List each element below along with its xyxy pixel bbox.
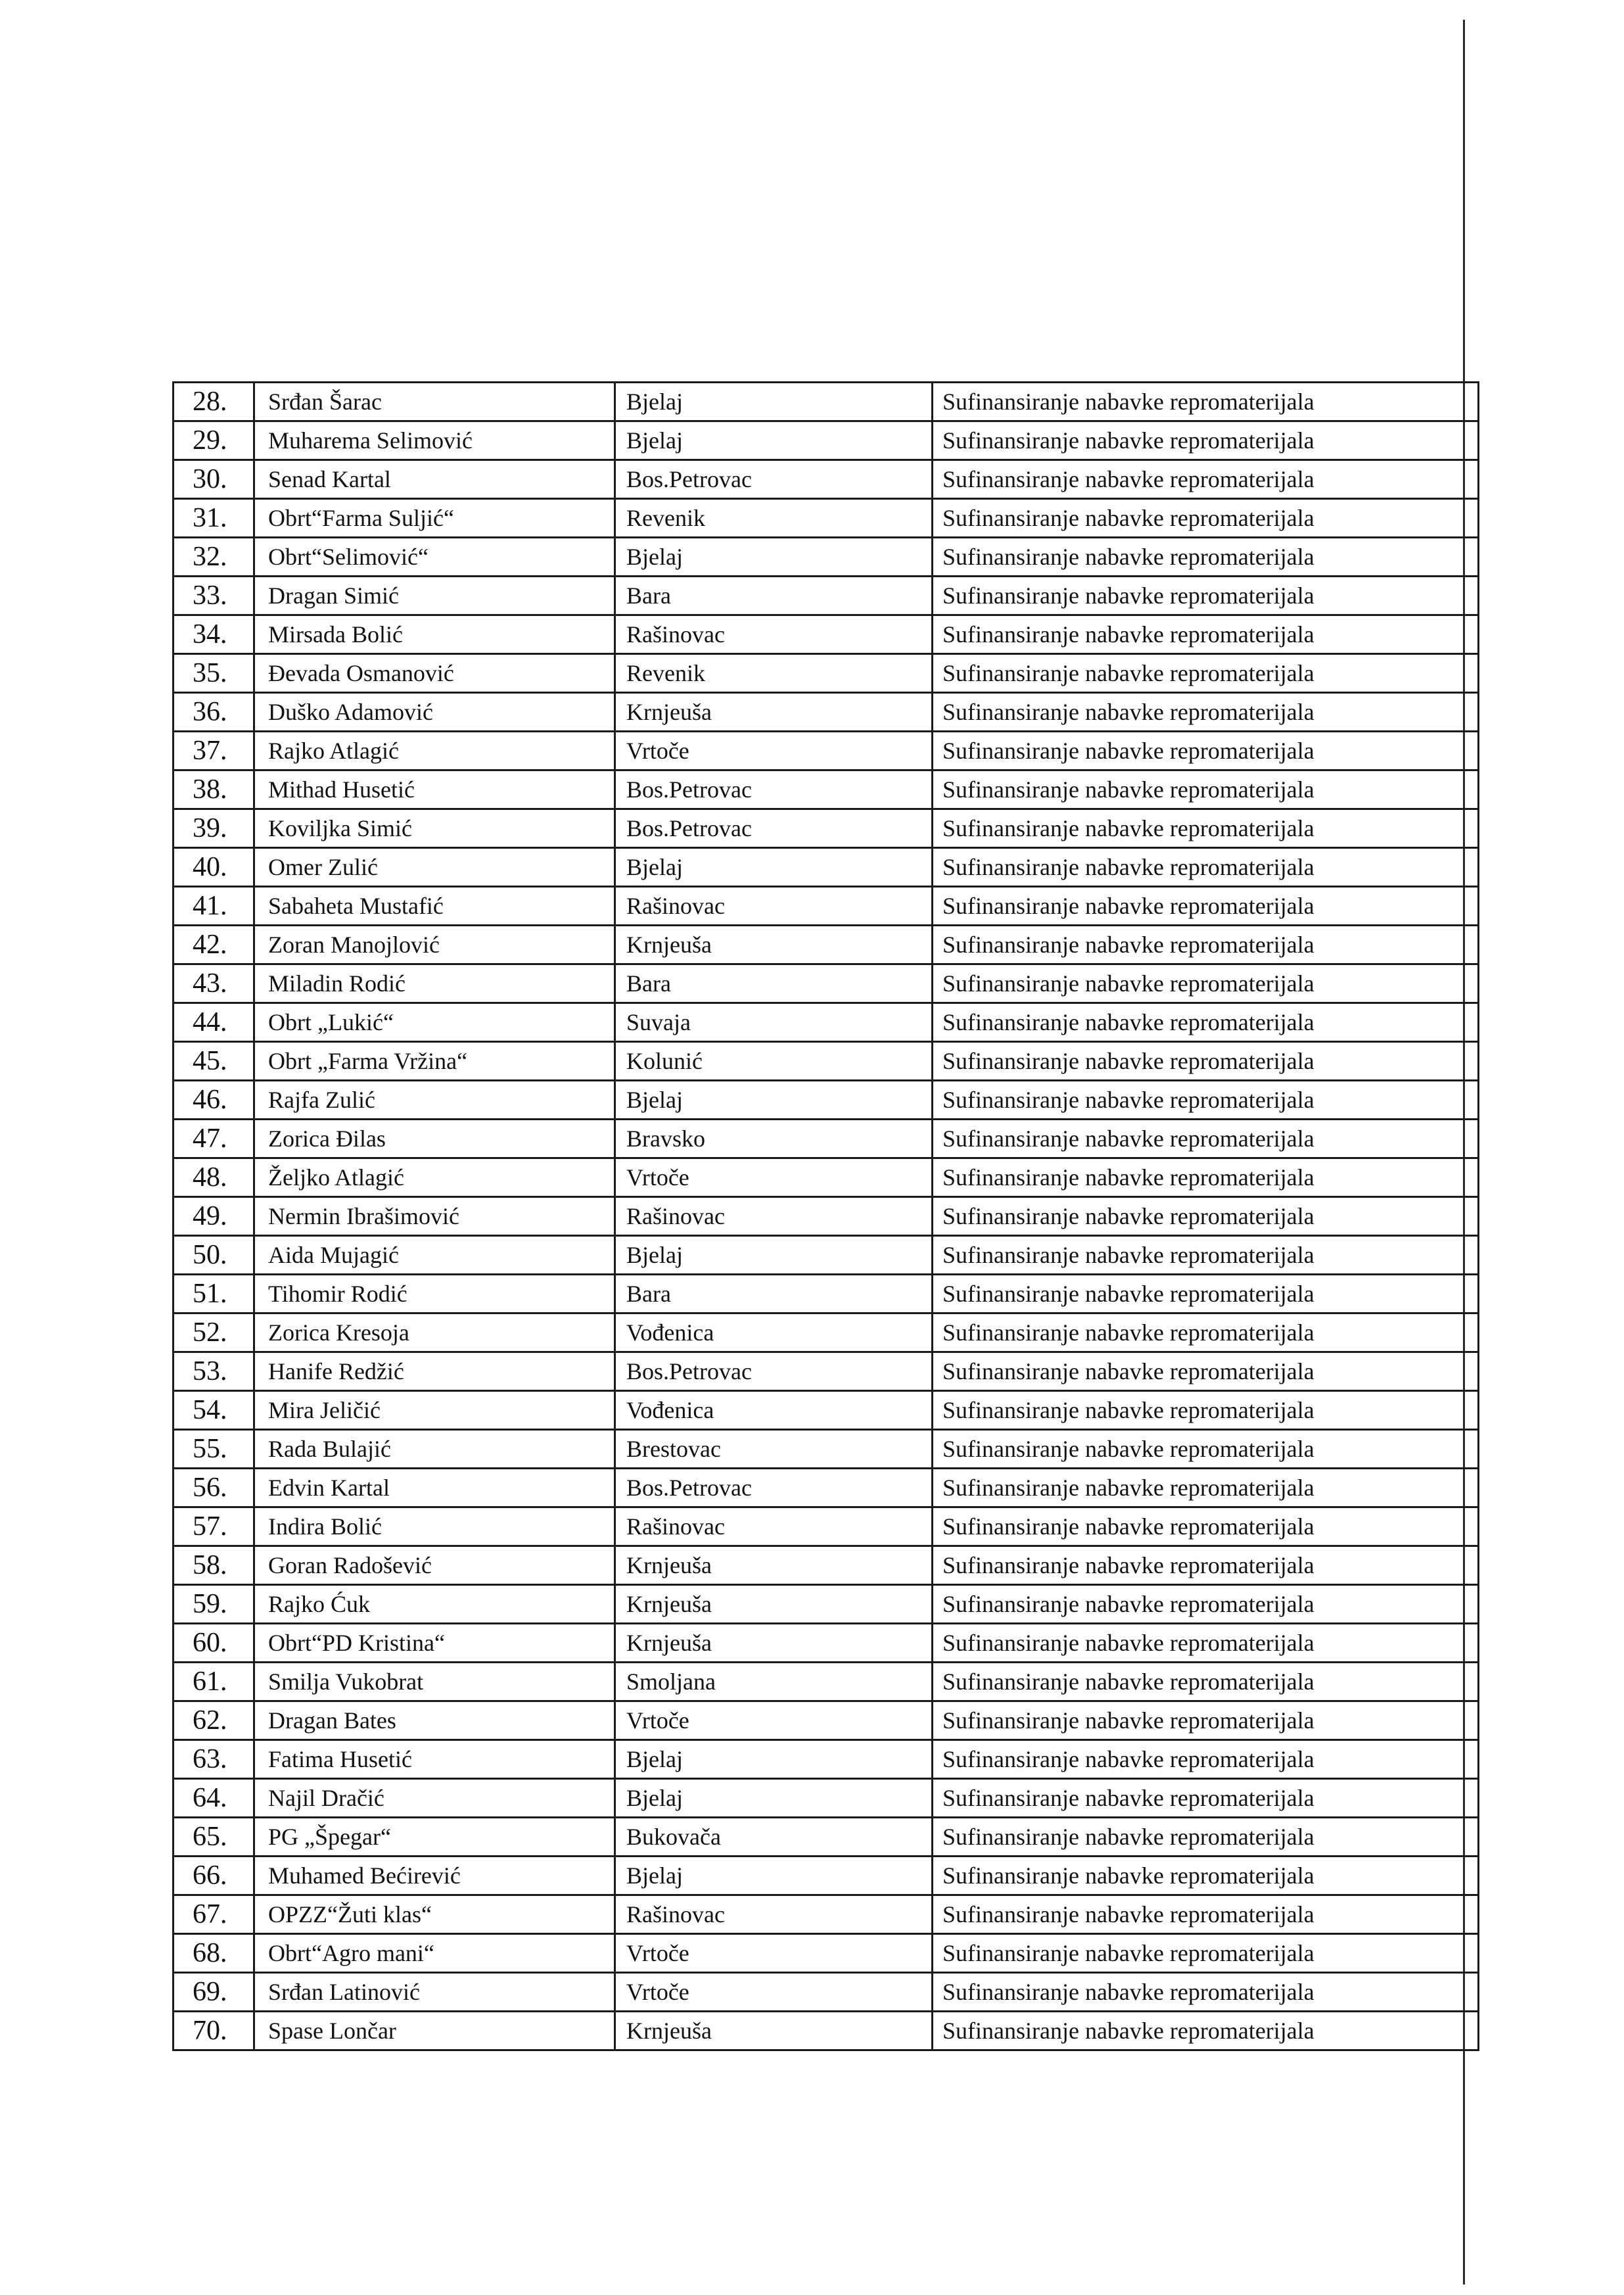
table-row bbox=[174, 1158, 1479, 1197]
place-name: Bjelaj bbox=[615, 538, 933, 577]
recipient-name: Obrt „Farma Vržina“ bbox=[254, 1042, 615, 1081]
table-row bbox=[174, 1275, 1479, 1313]
place-name: Rašinovac bbox=[615, 615, 933, 654]
place-name: Rašinovac bbox=[615, 1507, 933, 1546]
table-body bbox=[174, 383, 1479, 2050]
purpose-text: Sufinansiranje nabavke repromaterijala bbox=[933, 848, 1479, 887]
place-name: Revenik bbox=[615, 499, 933, 538]
purpose-text: Sufinansiranje nabavke repromaterijala bbox=[933, 887, 1479, 926]
row-number: 48. bbox=[174, 1158, 254, 1197]
table-row bbox=[174, 1546, 1479, 1585]
row-number: 38. bbox=[174, 770, 254, 809]
place-name: Vrtoče bbox=[615, 1701, 933, 1740]
table-row bbox=[174, 1895, 1479, 1934]
row-number: 55. bbox=[174, 1430, 254, 1469]
row-number: 40. bbox=[174, 848, 254, 887]
recipient-name: Zorica Kresoja bbox=[254, 1313, 615, 1352]
recipient-name: Indira Bolić bbox=[254, 1507, 615, 1546]
recipient-name: Srđan Latinović bbox=[254, 1973, 615, 2012]
recipient-name: Edvin Kartal bbox=[254, 1469, 615, 1507]
row-number: 60. bbox=[174, 1624, 254, 1663]
table-row bbox=[174, 1701, 1479, 1740]
row-number: 66. bbox=[174, 1857, 254, 1895]
table-row bbox=[174, 1003, 1479, 1042]
place-name: Vrtoče bbox=[615, 1973, 933, 2012]
table-row bbox=[174, 421, 1479, 460]
table-row bbox=[174, 887, 1479, 926]
place-name: Kolunić bbox=[615, 1042, 933, 1081]
table-row bbox=[174, 1779, 1479, 1818]
recipients-table-container bbox=[172, 381, 1477, 2051]
purpose-text: Sufinansiranje nabavke repromaterijala bbox=[933, 1624, 1479, 1663]
row-number: 70. bbox=[174, 2012, 254, 2050]
recipient-name: Muhamed Bećirević bbox=[254, 1857, 615, 1895]
recipient-name: Obrt „Lukić“ bbox=[254, 1003, 615, 1042]
purpose-text: Sufinansiranje nabavke repromaterijala bbox=[933, 421, 1479, 460]
table-row bbox=[174, 1236, 1479, 1275]
place-name: Bara bbox=[615, 1275, 933, 1313]
recipient-name: OPZZ“Žuti klas“ bbox=[254, 1895, 615, 1934]
place-name: Bjelaj bbox=[615, 848, 933, 887]
recipient-name: Smilja Vukobrat bbox=[254, 1663, 615, 1701]
purpose-text: Sufinansiranje nabavke repromaterijala bbox=[933, 693, 1479, 732]
purpose-text: Sufinansiranje nabavke repromaterijala bbox=[933, 1120, 1479, 1158]
place-name: Vođenica bbox=[615, 1313, 933, 1352]
table-row bbox=[174, 926, 1479, 964]
place-name: Bos.Petrovac bbox=[615, 770, 933, 809]
row-number: 68. bbox=[174, 1934, 254, 1973]
row-number: 35. bbox=[174, 654, 254, 693]
recipient-name: Omer Zulić bbox=[254, 848, 615, 887]
table-row bbox=[174, 1663, 1479, 1701]
recipient-name: Senad Kartal bbox=[254, 460, 615, 499]
purpose-text: Sufinansiranje nabavke repromaterijala bbox=[933, 1391, 1479, 1430]
purpose-text: Sufinansiranje nabavke repromaterijala bbox=[933, 654, 1479, 693]
row-number: 59. bbox=[174, 1585, 254, 1624]
recipient-name: Obrt“PD Kristina“ bbox=[254, 1624, 615, 1663]
table-row bbox=[174, 538, 1479, 577]
recipient-name: Spase Lončar bbox=[254, 2012, 615, 2050]
purpose-text: Sufinansiranje nabavke repromaterijala bbox=[933, 615, 1479, 654]
recipient-name: Hanife Redžić bbox=[254, 1352, 615, 1391]
place-name: Bjelaj bbox=[615, 1857, 933, 1895]
row-number: 52. bbox=[174, 1313, 254, 1352]
row-number: 64. bbox=[174, 1779, 254, 1818]
place-name: Brestovac bbox=[615, 1430, 933, 1469]
place-name: Bjelaj bbox=[615, 421, 933, 460]
table-row bbox=[174, 1042, 1479, 1081]
table-row bbox=[174, 1934, 1479, 1973]
recipient-name: Muharema Selimović bbox=[254, 421, 615, 460]
table-row bbox=[174, 693, 1479, 732]
row-number: 37. bbox=[174, 732, 254, 770]
recipient-name: Mithad Husetić bbox=[254, 770, 615, 809]
table-row bbox=[174, 383, 1479, 421]
recipient-name: Miladin Rodić bbox=[254, 964, 615, 1003]
table-row bbox=[174, 1081, 1479, 1120]
recipient-name: Aida Mujagić bbox=[254, 1236, 615, 1275]
purpose-text: Sufinansiranje nabavke repromaterijala bbox=[933, 1546, 1479, 1585]
recipient-name: Nermin Ibrašimović bbox=[254, 1197, 615, 1236]
recipient-name: Zoran Manojlović bbox=[254, 926, 615, 964]
purpose-text: Sufinansiranje nabavke repromaterijala bbox=[933, 383, 1479, 421]
table-row bbox=[174, 732, 1479, 770]
place-name: Vrtoče bbox=[615, 1158, 933, 1197]
table-row bbox=[174, 1352, 1479, 1391]
recipient-name: Srđan Šarac bbox=[254, 383, 615, 421]
row-number: 39. bbox=[174, 809, 254, 848]
table-row bbox=[174, 964, 1479, 1003]
purpose-text: Sufinansiranje nabavke repromaterijala bbox=[933, 1895, 1479, 1934]
purpose-text: Sufinansiranje nabavke repromaterijala bbox=[933, 1275, 1479, 1313]
purpose-text: Sufinansiranje nabavke repromaterijala bbox=[933, 732, 1479, 770]
place-name: Rašinovac bbox=[615, 1197, 933, 1236]
table-row bbox=[174, 654, 1479, 693]
table-row bbox=[174, 1740, 1479, 1779]
place-name: Suvaja bbox=[615, 1003, 933, 1042]
place-name: Rašinovac bbox=[615, 1895, 933, 1934]
recipient-name: Dragan Bates bbox=[254, 1701, 615, 1740]
place-name: Bjelaj bbox=[615, 1740, 933, 1779]
recipients-table bbox=[172, 381, 1479, 2051]
row-number: 69. bbox=[174, 1973, 254, 2012]
purpose-text: Sufinansiranje nabavke repromaterijala bbox=[933, 1701, 1479, 1740]
purpose-text: Sufinansiranje nabavke repromaterijala bbox=[933, 926, 1479, 964]
purpose-text: Sufinansiranje nabavke repromaterijala bbox=[933, 460, 1479, 499]
row-number: 58. bbox=[174, 1546, 254, 1585]
table-row bbox=[174, 1857, 1479, 1895]
place-name: Bos.Petrovac bbox=[615, 1469, 933, 1507]
purpose-text: Sufinansiranje nabavke repromaterijala bbox=[933, 770, 1479, 809]
recipient-name: Fatima Husetić bbox=[254, 1740, 615, 1779]
row-number: 32. bbox=[174, 538, 254, 577]
purpose-text: Sufinansiranje nabavke repromaterijala bbox=[933, 1934, 1479, 1973]
place-name: Bukovača bbox=[615, 1818, 933, 1857]
row-number: 28. bbox=[174, 383, 254, 421]
place-name: Krnjeuša bbox=[615, 1585, 933, 1624]
purpose-text: Sufinansiranje nabavke repromaterijala bbox=[933, 1081, 1479, 1120]
row-number: 44. bbox=[174, 1003, 254, 1042]
place-name: Bos.Petrovac bbox=[615, 809, 933, 848]
place-name: Bjelaj bbox=[615, 383, 933, 421]
purpose-text: Sufinansiranje nabavke repromaterijala bbox=[933, 1313, 1479, 1352]
table-row bbox=[174, 1973, 1479, 2012]
purpose-text: Sufinansiranje nabavke repromaterijala bbox=[933, 538, 1479, 577]
row-number: 30. bbox=[174, 460, 254, 499]
recipient-name: Obrt“Selimović“ bbox=[254, 538, 615, 577]
row-number: 47. bbox=[174, 1120, 254, 1158]
recipient-name: Najil Dračić bbox=[254, 1779, 615, 1818]
table-row bbox=[174, 499, 1479, 538]
row-number: 54. bbox=[174, 1391, 254, 1430]
row-number: 36. bbox=[174, 693, 254, 732]
table-row bbox=[174, 1391, 1479, 1430]
purpose-text: Sufinansiranje nabavke repromaterijala bbox=[933, 1236, 1479, 1275]
row-number: 56. bbox=[174, 1469, 254, 1507]
row-number: 33. bbox=[174, 577, 254, 615]
recipient-name: Sabaheta Mustafić bbox=[254, 887, 615, 926]
place-name: Krnjeuša bbox=[615, 1624, 933, 1663]
row-number: 51. bbox=[174, 1275, 254, 1313]
place-name: Bos.Petrovac bbox=[615, 1352, 933, 1391]
recipient-name: Dragan Simić bbox=[254, 577, 615, 615]
purpose-text: Sufinansiranje nabavke repromaterijala bbox=[933, 1779, 1479, 1818]
recipient-name: Rada Bulajić bbox=[254, 1430, 615, 1469]
purpose-text: Sufinansiranje nabavke repromaterijala bbox=[933, 809, 1479, 848]
purpose-text: Sufinansiranje nabavke repromaterijala bbox=[933, 1042, 1479, 1081]
table-row bbox=[174, 1469, 1479, 1507]
purpose-text: Sufinansiranje nabavke repromaterijala bbox=[933, 1158, 1479, 1197]
purpose-text: Sufinansiranje nabavke repromaterijala bbox=[933, 1857, 1479, 1895]
table-row bbox=[174, 770, 1479, 809]
recipient-name: Obrt“Agro mani“ bbox=[254, 1934, 615, 1973]
table-row bbox=[174, 1313, 1479, 1352]
purpose-text: Sufinansiranje nabavke repromaterijala bbox=[933, 499, 1479, 538]
recipient-name: PG „Špegar“ bbox=[254, 1818, 615, 1857]
recipient-name: Rajfa Zulić bbox=[254, 1081, 615, 1120]
recipient-name: Rajko Atlagić bbox=[254, 732, 615, 770]
purpose-text: Sufinansiranje nabavke repromaterijala bbox=[933, 1469, 1479, 1507]
recipient-name: Obrt“Farma Suljić“ bbox=[254, 499, 615, 538]
row-number: 31. bbox=[174, 499, 254, 538]
table-row bbox=[174, 577, 1479, 615]
table-row bbox=[174, 1120, 1479, 1158]
row-number: 65. bbox=[174, 1818, 254, 1857]
purpose-text: Sufinansiranje nabavke repromaterijala bbox=[933, 1003, 1479, 1042]
purpose-text: Sufinansiranje nabavke repromaterijala bbox=[933, 1197, 1479, 1236]
place-name: Bravsko bbox=[615, 1120, 933, 1158]
row-number: 41. bbox=[174, 887, 254, 926]
place-name: Bara bbox=[615, 964, 933, 1003]
table-row bbox=[174, 615, 1479, 654]
place-name: Krnjeuša bbox=[615, 926, 933, 964]
place-name: Vrtoče bbox=[615, 732, 933, 770]
row-number: 67. bbox=[174, 1895, 254, 1934]
table-row bbox=[174, 2012, 1479, 2050]
place-name: Rašinovac bbox=[615, 887, 933, 926]
row-number: 46. bbox=[174, 1081, 254, 1120]
table-row bbox=[174, 1197, 1479, 1236]
place-name: Bjelaj bbox=[615, 1236, 933, 1275]
recipient-name: Željko Atlagić bbox=[254, 1158, 615, 1197]
recipient-name: Mira Jeličić bbox=[254, 1391, 615, 1430]
row-number: 62. bbox=[174, 1701, 254, 1740]
place-name: Krnjeuša bbox=[615, 1546, 933, 1585]
row-number: 63. bbox=[174, 1740, 254, 1779]
place-name: Bjelaj bbox=[615, 1779, 933, 1818]
purpose-text: Sufinansiranje nabavke repromaterijala bbox=[933, 1430, 1479, 1469]
purpose-text: Sufinansiranje nabavke repromaterijala bbox=[933, 964, 1479, 1003]
table-row bbox=[174, 809, 1479, 848]
table-row bbox=[174, 1818, 1479, 1857]
table-row bbox=[174, 1430, 1479, 1469]
purpose-text: Sufinansiranje nabavke repromaterijala bbox=[933, 1663, 1479, 1701]
place-name: Krnjeuša bbox=[615, 693, 933, 732]
row-number: 53. bbox=[174, 1352, 254, 1391]
row-number: 49. bbox=[174, 1197, 254, 1236]
place-name: Vođenica bbox=[615, 1391, 933, 1430]
recipient-name: Rajko Ćuk bbox=[254, 1585, 615, 1624]
recipient-name: Mirsada Bolić bbox=[254, 615, 615, 654]
purpose-text: Sufinansiranje nabavke repromaterijala bbox=[933, 1352, 1479, 1391]
place-name: Smoljana bbox=[615, 1663, 933, 1701]
place-name: Bjelaj bbox=[615, 1081, 933, 1120]
table-row bbox=[174, 1624, 1479, 1663]
row-number: 50. bbox=[174, 1236, 254, 1275]
recipient-name: Zorica Đilas bbox=[254, 1120, 615, 1158]
row-number: 34. bbox=[174, 615, 254, 654]
row-number: 61. bbox=[174, 1663, 254, 1701]
recipient-name: Duško Adamović bbox=[254, 693, 615, 732]
row-number: 43. bbox=[174, 964, 254, 1003]
recipient-name: Goran Radošević bbox=[254, 1546, 615, 1585]
table-row bbox=[174, 1507, 1479, 1546]
row-number: 57. bbox=[174, 1507, 254, 1546]
place-name: Vrtoče bbox=[615, 1934, 933, 1973]
place-name: Revenik bbox=[615, 654, 933, 693]
place-name: Krnjeuša bbox=[615, 2012, 933, 2050]
place-name: Bara bbox=[615, 577, 933, 615]
purpose-text: Sufinansiranje nabavke repromaterijala bbox=[933, 1507, 1479, 1546]
purpose-text: Sufinansiranje nabavke repromaterijala bbox=[933, 1585, 1479, 1624]
table-row bbox=[174, 460, 1479, 499]
purpose-text: Sufinansiranje nabavke repromaterijala bbox=[933, 1818, 1479, 1857]
recipient-name: Tihomir Rodić bbox=[254, 1275, 615, 1313]
recipient-name: Koviljka Simić bbox=[254, 809, 615, 848]
purpose-text: Sufinansiranje nabavke repromaterijala bbox=[933, 577, 1479, 615]
place-name: Bos.Petrovac bbox=[615, 460, 933, 499]
purpose-text: Sufinansiranje nabavke repromaterijala bbox=[933, 2012, 1479, 2050]
table-row bbox=[174, 1585, 1479, 1624]
row-number: 42. bbox=[174, 926, 254, 964]
table-row bbox=[174, 848, 1479, 887]
row-number: 29. bbox=[174, 421, 254, 460]
recipient-name: Đevada Osmanović bbox=[254, 654, 615, 693]
purpose-text: Sufinansiranje nabavke repromaterijala bbox=[933, 1973, 1479, 2012]
row-number: 45. bbox=[174, 1042, 254, 1081]
purpose-text: Sufinansiranje nabavke repromaterijala bbox=[933, 1740, 1479, 1779]
